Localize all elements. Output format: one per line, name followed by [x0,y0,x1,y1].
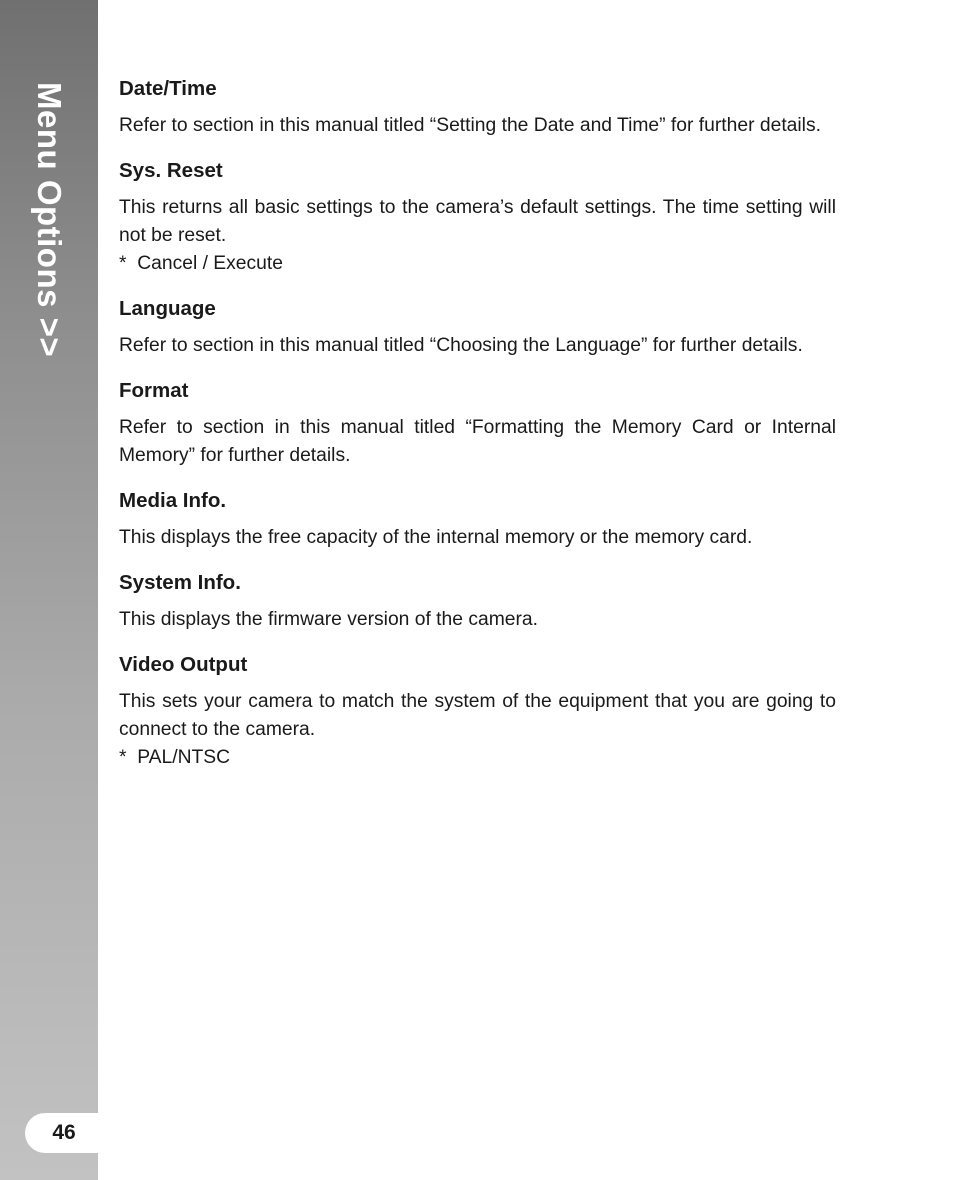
section-body: This displays the free capacity of the internal memory or the memory card. [119,527,753,548]
section-body: This returns all basic settings to the camera’s default settings. The time setting will not be reset. [119,197,836,246]
section-body: Refer to section in this manual titled “Formatting the Memory Card or Internal Memory” for further details. [119,417,836,466]
section-body: This displays the firmware version of the camera. [119,609,538,630]
section-heading: Language [119,297,216,320]
section-heading: Date/Time [119,77,217,100]
section-body: This sets your camera to match the system of the equipment that you are going to connect to the camera. [119,691,836,740]
section-media-info [119,487,836,552]
sidebar [0,0,98,1180]
section-date-time [119,75,836,140]
page-number-tab [25,1113,98,1153]
section-heading: Media Info. [119,489,227,512]
section-heading: System Info. [119,571,241,594]
sidebar-title-text: Menu Options >> [31,82,68,358]
manual-content [119,75,836,789]
section-heading: Format [119,379,189,402]
section-video-output [119,651,836,772]
section-language [119,295,836,360]
section-system-info [119,569,836,634]
section-body: Refer to section in this manual titled “Setting the Date and Time” for further details. [119,115,821,136]
section-note: * PAL/NTSC [119,747,231,768]
section-note: * Cancel / Execute [119,253,283,274]
section-format [119,377,836,470]
page-number: 46 [52,1121,76,1144]
section-sys-reset [119,157,836,278]
section-heading: Video Output [119,653,248,676]
section-body: Refer to section in this manual titled “Choosing the Language” for further details. [119,335,803,356]
section-heading: Sys. Reset [119,159,223,182]
